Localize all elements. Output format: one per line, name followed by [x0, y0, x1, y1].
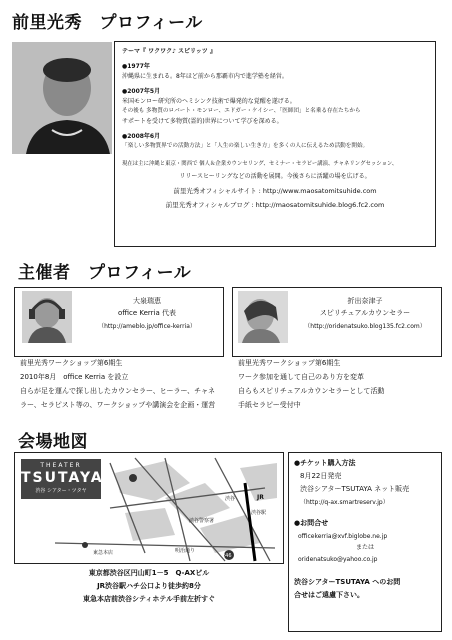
oride-text-2: ワーク参加を通して自己のあり方を変革 [238, 373, 364, 381]
ticket-sales-place: 渋谷シアターTSUTAYA ネット販売 [300, 485, 410, 493]
maesato-text-3: その後も 多物質のロバート・モンロー、エドガー・ケイシー、「医師団」と名乗る存在たちから [122, 108, 361, 114]
map-station-label: 渋谷駅 [251, 510, 267, 516]
oride-text-1: 前里光秀ワークショップ第6期生 [238, 359, 341, 367]
ticket-release-date: 8月22日発売 [300, 472, 342, 480]
ohizumi-url[interactable]: （http://ameblo.jp/office-kerria） [98, 323, 196, 330]
theater-tsutaya-logo [21, 459, 104, 499]
ohizumi-title: office Kerria 代表 [117, 309, 177, 317]
oride-photo [238, 291, 288, 343]
map-police-label: 渋谷警察署 [189, 518, 215, 524]
map-shibuya-label: 渋谷 [225, 496, 236, 502]
venue-map-heading: 会場地図 [18, 432, 88, 452]
venue-map [14, 452, 284, 564]
ohizumi-portrait-image [22, 291, 72, 343]
organizer-profile-heading: 主催者 プロフィール [18, 263, 192, 283]
oride-title: スピリチュアルカウンセラー [319, 309, 411, 317]
contact-or: または [355, 544, 374, 551]
ticket-heading: ●チケット購入方法 [294, 459, 356, 467]
logo-theater-text: THEATER [40, 462, 82, 469]
venue-landmark-directions: 東急本店前渋谷シティホテル手前左折すぐ [82, 595, 216, 603]
logo-tsutaya-text: TSUTAYA [21, 470, 104, 486]
ohizumi-text-4: ラー、セラピスト等の、ワークショップや講演会を企画・運営 [20, 401, 216, 409]
map-jr-label: JR [257, 494, 264, 501]
ohizumi-photo [22, 291, 72, 343]
contact-heading: ●お問合せ [294, 519, 329, 527]
theater-notice-line-2: 合せはご遠慮下さい。 [294, 591, 364, 599]
oride-url[interactable]: （http://oridenatsuko.blog135.fc2.com） [304, 323, 426, 330]
maesato-profile-heading: 前里光秀 プロフィール [12, 13, 203, 33]
maesato-year-1977: ●1977年 [122, 63, 150, 70]
maesato-portrait-image [12, 42, 112, 154]
oride-text-4: 手紙セラピー受付中 [238, 401, 301, 409]
venue-walk-directions: JR渋谷駅ハチ公口より徒歩約8分 [97, 582, 201, 590]
oride-portrait-image [238, 291, 288, 343]
maesato-theme: テーマ『 ワクワク♪ スピリッツ 』 [122, 48, 216, 55]
maesato-blog-link[interactable]: 前里光秀オフィシャルブログ : http://maosatomitsuhide.blog6.fc2.com [165, 201, 385, 209]
venue-address: 東京都渋谷区円山町1－5 Q-AXビル [88, 569, 210, 577]
ticket-url[interactable]: （http://q-ax.smartreserv.jp） [300, 499, 389, 506]
maesato-year-2008: ●2008年6月 [122, 133, 161, 140]
maesato-text-5: 「楽しい多物質界での活動方法」と「人生の楽しい生き方」を多くの人に伝えるため活動を開始。 [122, 143, 369, 149]
maesato-text-7: リリースヒーリングなどの活動を展開。今後さらに活躍の場を広げる。 [179, 173, 371, 180]
maesato-photo [12, 42, 112, 154]
map-route-246: 246 [222, 553, 232, 559]
maesato-site-link[interactable]: 前里光秀オフィシャルサイト : http://www.maosatomitsuhide.com [173, 187, 377, 195]
contact-email-2[interactable]: oridenatsuko@yahoo.co.jp [298, 556, 378, 563]
maesato-text-4: サポートを受けて多物質(霊的)世界について学びを深める。 [122, 118, 283, 125]
map-store-label: 東急本店 [93, 550, 114, 556]
maesato-text-2: 米国モンロー研究所のヘミシンク技術で爆発的な覚醒を遂げる。 [122, 98, 296, 105]
oride-name: 折出奈津子 [347, 297, 383, 305]
ohizumi-name: 大泉瑞恵 [133, 297, 161, 305]
logo-japanese-text: 渋谷 シアター・ツタヤ [35, 488, 87, 494]
maesato-text-1: 沖縄県に生まれる。8年ほど前から那覇市内で進学塾を経営。 [122, 73, 288, 80]
maesato-text-6: 現在は主に沖縄と東京・関西で 個人＆企業カウンセリング、セミナー・セラピー講演、チャネリングセッション、 [122, 161, 398, 167]
ohizumi-text-2: 2010年8月 office Kerria を設立 [20, 373, 129, 381]
ohizumi-text-3: 自らが足を運んで探し出したカウンセラー、ヒーラー、チャネ [20, 387, 215, 395]
map-road-label: 明治通り [175, 548, 196, 554]
maesato-year-2007: ●2007年5月 [122, 88, 161, 95]
oride-text-3: 自らもスピリチュアルカウンセラーとして活動 [238, 387, 385, 395]
ohizumi-text-1: 前里光秀ワークショップ第6期生 [20, 359, 123, 367]
contact-email-1[interactable]: officekerria@xvf.biglobe.ne.jp [298, 533, 388, 540]
theater-notice-line-1: 渋谷シアターTSUTAYA へのお問 [294, 578, 401, 586]
